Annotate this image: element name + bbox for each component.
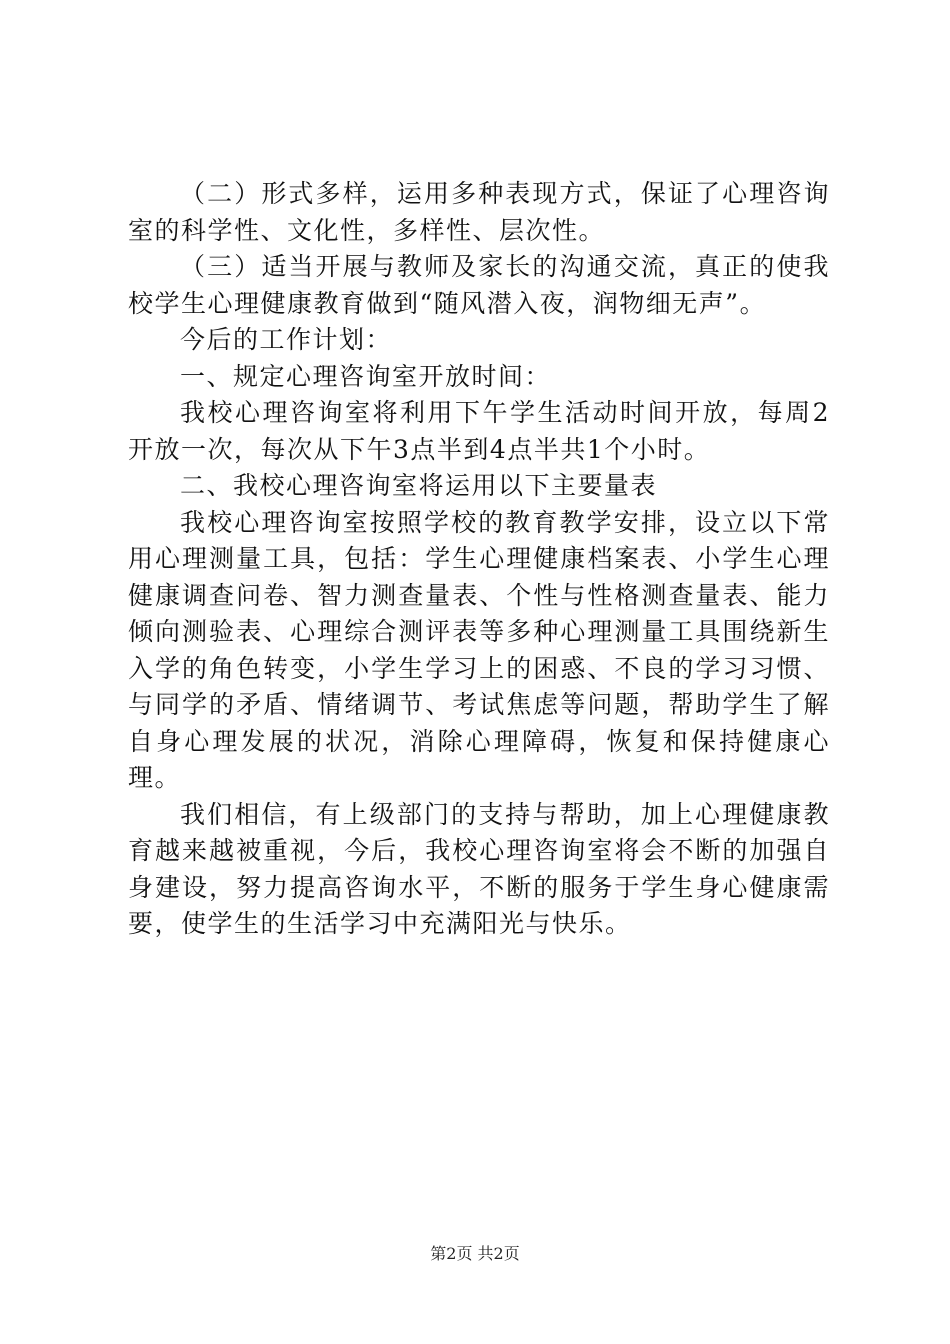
paragraph-opening-time: 我校心理咨询室将利用下午学生活动时间开放，每周2开放一次，每次从下午3点半到4点半共1个小时。 <box>128 398 830 464</box>
paragraph-work-plan-heading: 今后的工作计划： <box>180 325 393 354</box>
paragraph-form-diversity: （二）形式多样，运用多种表现方式，保证了心理咨询室的科学性、文化性，多样性、层次性。 <box>128 179 830 245</box>
paragraph-scales: 我校心理咨询室按照学校的教育教学安排，设立以下常用心理测量工具，包括：学生心理健康档案表、小学生心理健康调查问卷、智力测查量表、个性与性格测查量表、能力倾向测验表、心理综合测评表等多种心理测量工具围绕新生入学的角色转变，小学生学习上的困惑、不良的学习习惯、与同学的矛盾、情绪调节、考试焦虑等问题，帮助学生了解自身心理发展的状况，消除心理障碍，恢复和保持健康心理。 <box>128 507 830 792</box>
paragraph-conclusion: 我们相信，有上级部门的支持与帮助，加上心理健康教育越来越被重视，今后，我校心理咨询室将会不断的加强自身建设，努力提高咨询水平，不断的服务于学生身心健康需要，使学生的生活学习中充满阳光与快乐。 <box>128 799 830 938</box>
paragraph-scales-heading: 二、我校心理咨询室将运用以下主要量表 <box>180 471 658 500</box>
paragraph-opening-time-heading: 一、规定心理咨询室开放时间： <box>180 361 552 391</box>
paragraph-communication: （三）适当开展与教师及家长的沟通交流，真正的使我校学生心理健康教育做到“随风潜入夜，润物细无声”。 <box>128 252 830 318</box>
document-body <box>128 176 830 943</box>
page-number-footer: 第2页 共2页 <box>430 1244 520 1263</box>
